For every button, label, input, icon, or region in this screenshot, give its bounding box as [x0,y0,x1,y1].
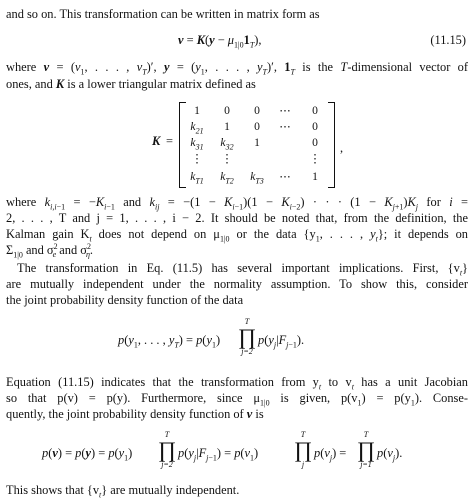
matrix-equals: = [166,134,173,148]
conclusion-a: This shows that {v [6,483,100,497]
matrix-cell: $k_{21}$ [190,120,204,136]
furthermore-d: ). Conse- [414,391,468,405]
matrix-cell: 0 [312,120,318,133]
matrix-cell: ⋮ [191,152,203,165]
data-text: or the data {y [236,227,316,241]
matrix-cell: 0 [254,104,260,117]
matrix-cell: 0 [312,136,318,149]
text-line-kalman: Kalman gain $K_t$ does not depend on $\mu_{1|0}$ or the data {$y_1$, . . . , $y_t$}; it depends on [6,227,469,244]
matrix-cell: $k_{T1}$ [190,170,204,186]
transformation-text: The transformation in Eq. (11.5) has several important implications. First, {v [17,261,460,275]
text-line-noted [6,212,468,224]
noted-text: 2, . . . , T and j = 1, . . . , i − 2. It should be noted that, from the definition, the [6,211,468,225]
depend-text: does not depend on μ [98,227,220,241]
quently-text: quently, the joint probability density function of [6,407,244,421]
matrix-cell: 1 [254,136,260,149]
jacobian-text-c: has a unit Jacobian [361,375,468,389]
matrix-cell: $k_{32}$ [220,136,234,152]
matrix-cell: ⋯ [279,104,291,117]
text-line-joint [6,294,243,306]
kalman-text: Kalman gain K [6,227,90,241]
product-symbol: T ∏ j=2 [158,430,177,469]
text-line-intro [6,8,320,20]
matrix-comma: , [340,141,344,155]
text-line-independent [6,278,468,290]
matrix-cell: ⋮ [221,152,233,165]
equation-11-15: $v = K(y - \mu_{1|0}1_T)$, [178,33,262,50]
sigma-and-1: and σ [25,243,54,257]
matrix-cell: ⋯ [279,120,291,133]
equation-final-mid: $p(y_j|F_{j-1}) = p(v_1)$ [178,446,259,463]
matrix-cell: $k_{T3}$ [250,170,264,186]
furthermore-a: so that p(v) = p(y). Furthermore, since μ [6,391,260,405]
matrix-right-bracket [328,102,335,188]
for-word: for [426,195,441,209]
ones-text: ones, and [6,77,53,91]
furthermore-b: is given, p(v [280,391,358,405]
text-line-quently: quently, the joint probability density function of v is [6,407,264,421]
jacobian-text-a: Equation (11.15) indicates that the transformation from y [6,375,319,389]
conclusion-b: } are mutually independent. [101,483,240,497]
text-line-transformation: The transformation in Eq. (11.5) has several important implications. First, $\{v_t\}$ [17,261,468,278]
matrix-cell: 0 [224,104,230,117]
matrix-cell: 0 [254,120,260,133]
matrix-cell: ⋯ [279,170,291,183]
equation-final: $p(v) = p(y) = p(y_1)$ [42,446,133,463]
lower-triangular-text: is a lower triangular matrix defined as [67,77,256,91]
product-symbol: T ∏ j=2 [238,317,257,356]
matrix-cell: 1 [194,104,200,117]
matrix-cell: ⋮ [309,152,321,165]
text-line-sigma: $\Sigma_{1|0}$ and $\sigma^2_e$ and $\sigma^2_\eta$. [6,241,94,260]
where-word-2: where [6,195,37,209]
joint-text: the joint probability density function of the data [6,293,244,307]
brace-close: } [462,261,468,275]
matrix-cell: 1 [224,120,230,133]
text-line-jacobian: Equation (11.15) indicates that the transformation from $y_t$ to $v_t$ has a unit Jacobian [6,375,468,392]
matrix-label: K [152,134,161,148]
text-line-conclusion: This shows that $\{v_t\}$ are mutually independent. [6,483,240,500]
text-line-ones: ones, and K is a lower triangular matrix defined as [6,77,256,91]
furthermore-c: ) = p(y [361,391,411,405]
text-line-where-k: where $k_{i,i-1} = -K_{i-1}$ and $k_{ij} = -(1 - K_{i-1})(1 - K_{i-2})$ · · · $(1 - K_{j+1})K_j$ for i = [6,195,469,212]
matrix-cell: 0 [312,104,318,117]
matrix-cell: 1 [312,170,318,183]
is-word: is [255,407,264,421]
where-word: where [6,60,37,74]
sigma-and-2: and σ [59,243,87,257]
independent-text: are mutually independent under the normality assumption. To show this, consider [6,277,468,291]
product-symbol: T ∏ j [294,430,313,469]
matrix-cell: $k_{T2}$ [220,170,234,186]
product-symbol: T ∏ j=1 [357,430,376,469]
equation-number: (11.15) [430,33,466,47]
equation-final-mid2: $p(v_j)$ = [314,446,347,463]
depends-on-text: }; it depends on [377,227,469,241]
matrix-cell: $k_{31}$ [190,136,204,152]
intro-text: and so on. This transformation can be written in matrix form as [6,7,320,21]
equation-joint-density-rhs: $p(y_j|F_{j-1})$. [258,333,305,350]
text-line-where-v: where $v = (v_1$, . . . , $v_T)'$, $y = (y_1$, . . . , $y_T)'$, $1_T$ is the T-dimensional vector of [6,60,469,77]
text-line-furthermore: so that p(v) = p(y). Furthermore, since $\mu_{1|0}$ is given, $p(v_1) = p(y_1)$. Conse- [6,391,468,408]
matrix-k [152,102,372,186]
equation-final-rhs: $p(v_j)$. [377,446,403,463]
equation-joint-density: $p(y_1$, . . . , $y_T) = p(y_1)$ [118,333,221,350]
jacobian-text-b: to v [328,375,352,389]
